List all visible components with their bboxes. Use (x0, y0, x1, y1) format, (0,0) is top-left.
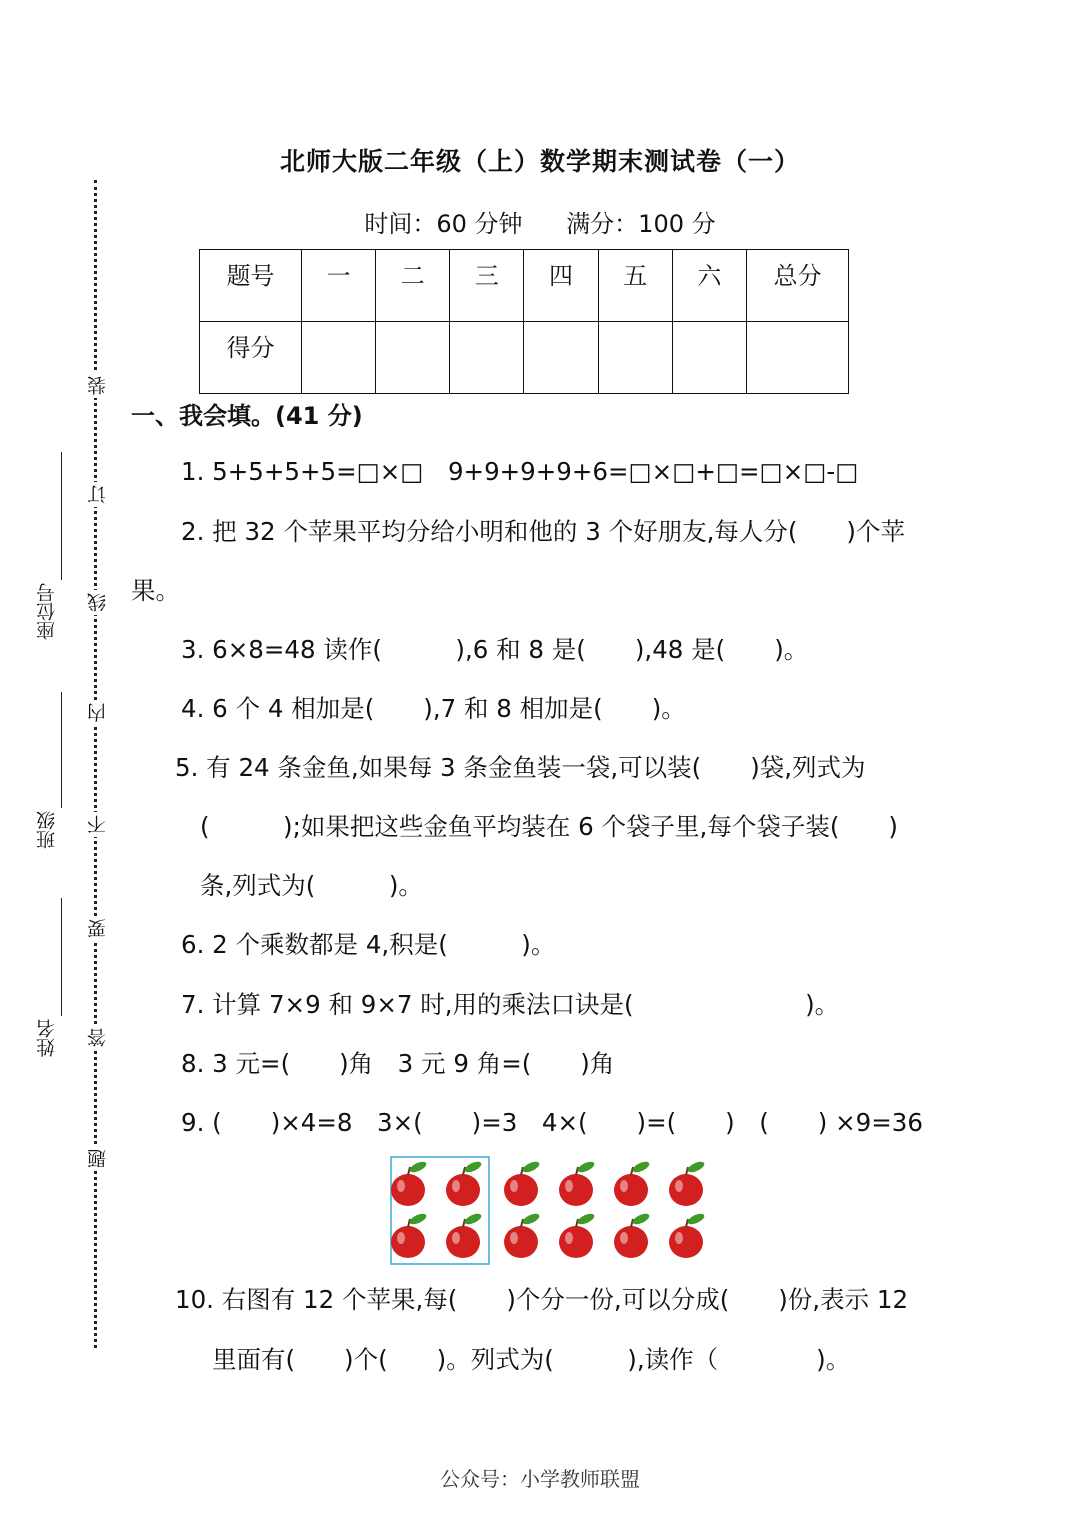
score-col-1: 一 (302, 250, 376, 322)
question-5-line-2: ( );如果把这些金鱼平均装在 6 个袋子里,每个袋子装( ) (200, 812, 898, 841)
apple-icon (614, 1212, 651, 1258)
score-col-4: 四 (524, 250, 598, 322)
apple-icon (391, 1160, 428, 1206)
binding-notice-char: 要 (84, 916, 111, 941)
binding-notice-char: 题 (84, 1146, 111, 1171)
score-cell-6[interactable] (672, 322, 746, 394)
exam-meta (0, 204, 1080, 239)
apple-icon (669, 1160, 706, 1206)
score-row-label: 得分 (200, 322, 302, 394)
question-1: 1. 5+5+5+5=□×□ 9+9+9+9+6=□×□+□=□×□-□ (181, 457, 859, 486)
apple-icon (446, 1212, 483, 1258)
footer-credit: 公众号：小学教师联盟 (440, 1467, 640, 1491)
apple-icon (614, 1160, 651, 1206)
question-10-line-1: 10. 右图有 12 个苹果,每( )个分一份,可以分成( )份,表示 12 (175, 1285, 909, 1314)
apple-icon (446, 1160, 483, 1206)
binding-notice-char: 答 (84, 1025, 111, 1050)
score-table-score-row (200, 322, 849, 394)
question-4: 4. 6 个 4 相加是( ),7 和 8 相加是( )。 (181, 694, 686, 723)
question-2-line-1: 2. 把 32 个苹果平均分给小明和他的 3 个好朋友,每人分( )个苹 (181, 517, 905, 546)
name-label: 姓名 (33, 1016, 60, 1060)
apple-icon (669, 1212, 706, 1258)
question-10-line-2: 里面有( )个( )。列式为( ),读作（ )。 (212, 1345, 851, 1374)
section-heading: 一、我会填。(41 分) (131, 402, 363, 430)
question-2-line-2: 果。 (131, 576, 180, 605)
binding-notice-char: 线 (84, 590, 111, 615)
score-col-5: 五 (598, 250, 672, 322)
score-cell-total[interactable] (747, 322, 849, 394)
question-number-label: 题号 (200, 250, 302, 322)
question-5-line-3: 条,列式为( )。 (200, 871, 423, 900)
name-field[interactable] (61, 898, 62, 1016)
apple-icon (559, 1160, 596, 1206)
score-cell-4[interactable] (524, 322, 598, 394)
score-table (199, 249, 849, 394)
score-col-6: 六 (672, 250, 746, 322)
question-8: 8. 3 元=( )角 3 元 9 角=( )角 (181, 1049, 615, 1078)
apple-icon (504, 1160, 541, 1206)
score-col-3: 三 (450, 250, 524, 322)
total-score-label: 总分 (747, 250, 849, 322)
apple-icon (504, 1212, 541, 1258)
question-3: 3. 6×8=48 读作( ),6 和 8 是( ),48 是( )。 (181, 635, 809, 664)
apple-icon (559, 1212, 596, 1258)
class-label: 班级 (33, 808, 60, 852)
full-score: 满分：100 分 (566, 210, 716, 238)
binding-notice-char: 订 (84, 482, 111, 507)
score-cell-5[interactable] (598, 322, 672, 394)
question-6: 6. 2 个乘数都是 4,积是( )。 (181, 930, 556, 959)
class-field[interactable] (61, 692, 62, 808)
question-7: 7. 计算 7×9 和 9×7 时,用的乘法口诀是( )。 (181, 990, 840, 1019)
seat-number-label: 座位号 (33, 580, 60, 643)
score-cell-1[interactable] (302, 322, 376, 394)
binding-notice-char: 不 (84, 812, 111, 837)
time-limit: 时间：60 分钟 (364, 210, 523, 238)
binding-dotted-line (94, 180, 97, 1348)
question-9: 9. ( )×4=8 3×( )=3 4×( )=( ) ( ) ×9=36 (181, 1108, 923, 1137)
score-cell-3[interactable] (450, 322, 524, 394)
binding-notice-char: 装 (84, 373, 111, 398)
question-5-line-1: 5. 有 24 条金鱼,如果每 3 条金鱼装一袋,可以装( )袋,列式为 (175, 753, 866, 782)
apple-icon (391, 1212, 428, 1258)
apples-figure (390, 1156, 720, 1266)
binding-notice-char: 内 (84, 700, 111, 725)
score-col-2: 二 (376, 250, 450, 322)
exam-title: 北师大版二年级（上）数学期末测试卷（一） (279, 147, 800, 176)
seat-number-field[interactable] (61, 452, 62, 580)
score-cell-2[interactable] (376, 322, 450, 394)
score-table-header-row (200, 250, 849, 322)
